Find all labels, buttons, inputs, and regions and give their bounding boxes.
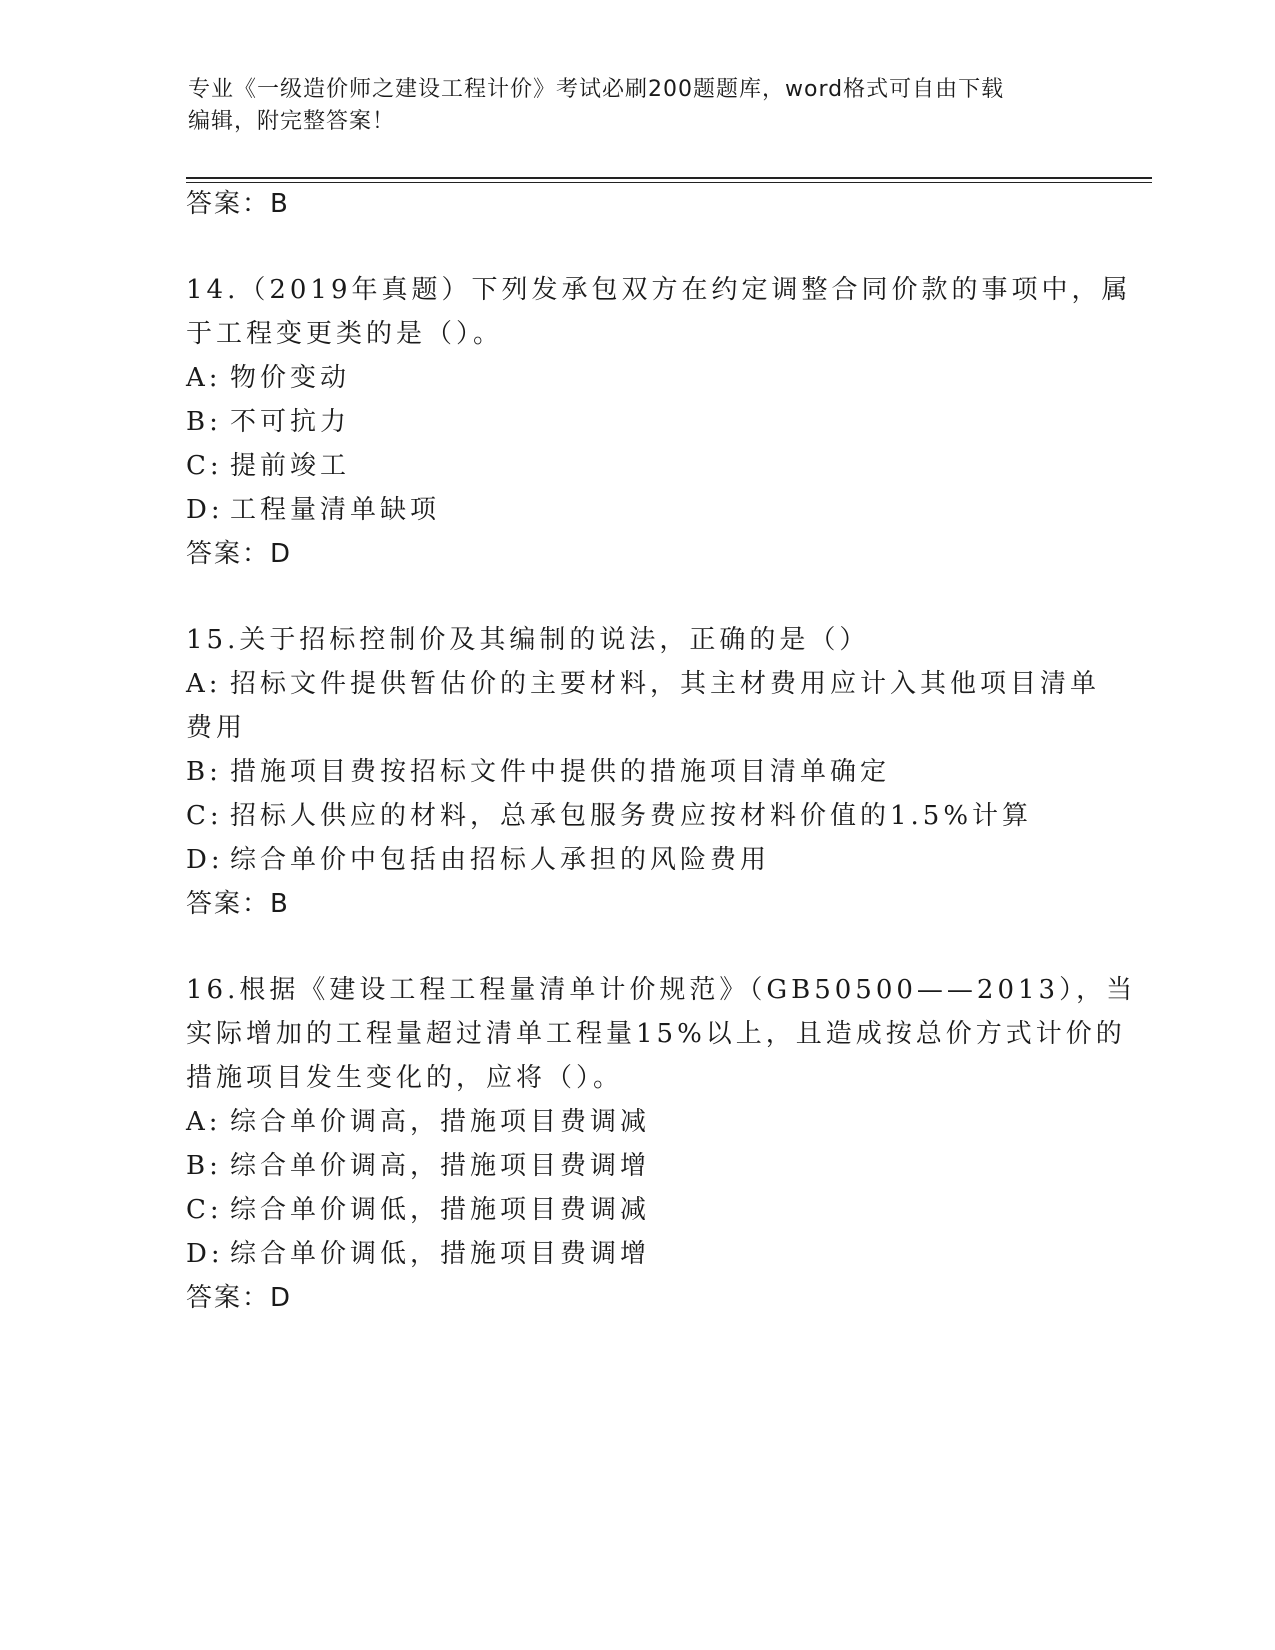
question-15-option-d bbox=[186, 842, 770, 878]
question-14-line-2: 于工程变更类的是（）。 bbox=[186, 319, 504, 349]
question-14-option-a bbox=[186, 360, 350, 396]
question-15-option-a bbox=[186, 666, 1100, 702]
option-label: C: bbox=[186, 801, 223, 831]
option-text: 不可抗力 bbox=[230, 407, 351, 437]
option-label: B: bbox=[186, 407, 222, 437]
option-label: A: bbox=[186, 363, 222, 393]
question-14-option-c bbox=[186, 448, 350, 484]
question-16-option-d bbox=[186, 1236, 650, 1272]
header-divider-thick bbox=[186, 177, 1152, 179]
option-label: D: bbox=[186, 495, 224, 525]
question-16-line-3: 措施项目发生变化的，应将（）。 bbox=[186, 1063, 624, 1093]
previous-answer: 答案：B bbox=[186, 189, 290, 219]
option-label: D: bbox=[186, 1239, 224, 1269]
question-16-option-b bbox=[186, 1148, 650, 1184]
option-label: C: bbox=[186, 451, 223, 481]
question-14-line-1: 14.（2019年真题）下列发承包双方在约定调整合同价款的事项中，属 bbox=[186, 275, 1132, 305]
option-text: 提前竣工 bbox=[230, 451, 351, 481]
question-16-option-a bbox=[186, 1104, 650, 1140]
header-line-1: 专业《一级造价师之建设工程计价》考试必刷200题题库，word格式可自由下载 bbox=[188, 77, 1005, 102]
question-14-option-b bbox=[186, 404, 350, 440]
option-label: B: bbox=[186, 757, 222, 787]
document-header bbox=[188, 74, 1088, 138]
option-label: C: bbox=[186, 1195, 223, 1225]
option-text: 综合单价调低，措施项目费调减 bbox=[230, 1195, 651, 1225]
question-16-line-1: 16.根据《建设工程工程量清单计价规范》（GB50500——2013），当 bbox=[186, 975, 1137, 1005]
option-text: 物价变动 bbox=[230, 363, 351, 393]
header-divider-thin bbox=[186, 182, 1152, 183]
question-15-answer: 答案：B bbox=[186, 889, 290, 919]
option-text: 综合单价调高，措施项目费调减 bbox=[230, 1107, 651, 1137]
option-text: 综合单价调低，措施项目费调增 bbox=[230, 1239, 651, 1269]
question-14-option-d bbox=[186, 492, 440, 528]
option-label: A: bbox=[186, 669, 222, 699]
option-text: 招标人供应的材料，总承包服务费应按材料价值的1.5%计算 bbox=[230, 801, 1033, 831]
question-16-option-c bbox=[186, 1192, 650, 1228]
option-text: 工程量清单缺项 bbox=[230, 495, 441, 525]
option-label: A: bbox=[186, 1107, 222, 1137]
option-label: D: bbox=[186, 845, 224, 875]
question-15-line-1: 15.关于招标控制价及其编制的说法，正确的是（） bbox=[186, 625, 870, 655]
question-16-answer: 答案：D bbox=[186, 1283, 293, 1313]
question-15-option-a-continued: 费用 bbox=[186, 713, 247, 743]
option-text: 综合单价中包括由招标人承担的风险费用 bbox=[230, 845, 771, 875]
question-16-line-2: 实际增加的工程量超过清单工程量15%以上，且造成按总价方式计价的 bbox=[186, 1019, 1126, 1049]
question-14-answer: 答案：D bbox=[186, 539, 293, 569]
option-text: 招标文件提供暂估价的主要材料，其主材费用应计入其他项目清单 bbox=[230, 669, 1101, 699]
question-15-option-b bbox=[186, 754, 890, 790]
option-text: 综合单价调高，措施项目费调增 bbox=[230, 1151, 651, 1181]
question-15-option-c bbox=[186, 798, 1032, 834]
header-line-2: 编辑，附完整答案！ bbox=[188, 109, 396, 134]
option-text: 措施项目费按招标文件中提供的措施项目清单确定 bbox=[230, 757, 891, 787]
option-label: B: bbox=[186, 1151, 222, 1181]
